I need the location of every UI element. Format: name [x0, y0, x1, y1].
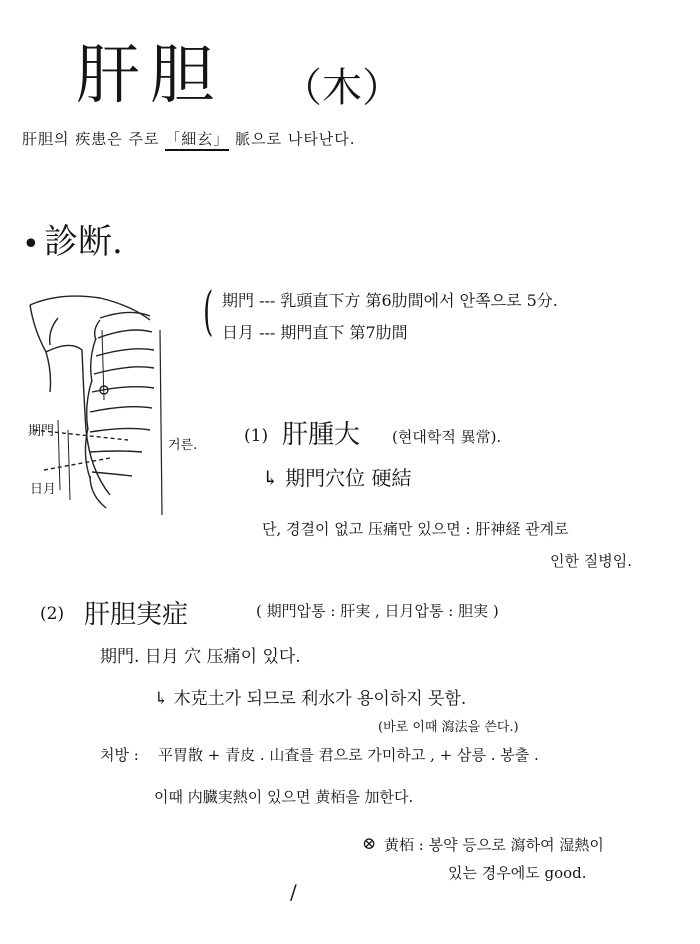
section-1-number: (1): [244, 426, 269, 446]
label-riyue: 日月: [30, 482, 57, 497]
section-1-remark-2: 인한 질병임.: [550, 552, 632, 570]
label-line: 거른.: [168, 438, 198, 453]
section-1-remark-1: 단, 경결이 없고 压痛만 있으면 : 肝神経 관계로: [262, 520, 569, 538]
section-2-number: (2): [40, 604, 65, 624]
rx-label: 처방 :: [100, 746, 139, 764]
title-element: （木）: [282, 65, 402, 111]
footnote-text-2: 있는 경우에도 good.: [448, 864, 587, 882]
section-1-arrow: ↳ 期門穴位 硬結: [262, 466, 412, 490]
rx-text: 平胃散 + 青皮 . 山査를 君으로 가미하고 , + 삼릉 . 봉출 .: [158, 746, 539, 764]
intro-pulse: 「細玄」: [165, 128, 229, 151]
section-1-title: 肝腫大: [282, 420, 361, 450]
point-qimen: 期門 --- 乳頭直下方 第6肋間에서 안쪽으로 5分.: [222, 291, 558, 310]
bullet-icon: •: [22, 227, 40, 262]
intro-after: 脈으로 나타난다.: [235, 130, 356, 148]
section-2-arrow: ↳ 木克土가 되므로 利水가 용이하지 못함.: [154, 689, 467, 709]
page-title: 肝胆: [76, 39, 224, 113]
rx-text-2: 이때 内臓実熱이 있으면 黄栢을 加한다.: [154, 788, 414, 806]
footnote-mark-icon: ⊗: [362, 834, 377, 854]
section-2-line-1: 期門. 日月 穴 压痛이 있다.: [100, 647, 301, 667]
section-2-arrow-note: (바로 이때 瀉法을 쓴다.): [378, 720, 519, 735]
footnote-text-1: 黄栢 : 봉약 등으로 瀉하여 湿熱이: [384, 836, 604, 854]
page-mark: /: [290, 880, 297, 904]
section-1-note: (현대학적 異常).: [392, 428, 502, 446]
label-qimen: 期門: [28, 424, 55, 439]
point-riyue: 日月 --- 期門直下 第7肋間: [222, 323, 408, 342]
section-2-note: ( 期門압통 : 肝実 , 日月압통 : 胆実 ): [256, 602, 499, 620]
diagnosis-heading: 診断.: [44, 222, 123, 262]
intro-before: 肝胆의 疾患은 주로: [22, 130, 160, 148]
brace-icon: (: [203, 282, 214, 342]
section-2-title: 肝胆実症: [84, 600, 189, 630]
